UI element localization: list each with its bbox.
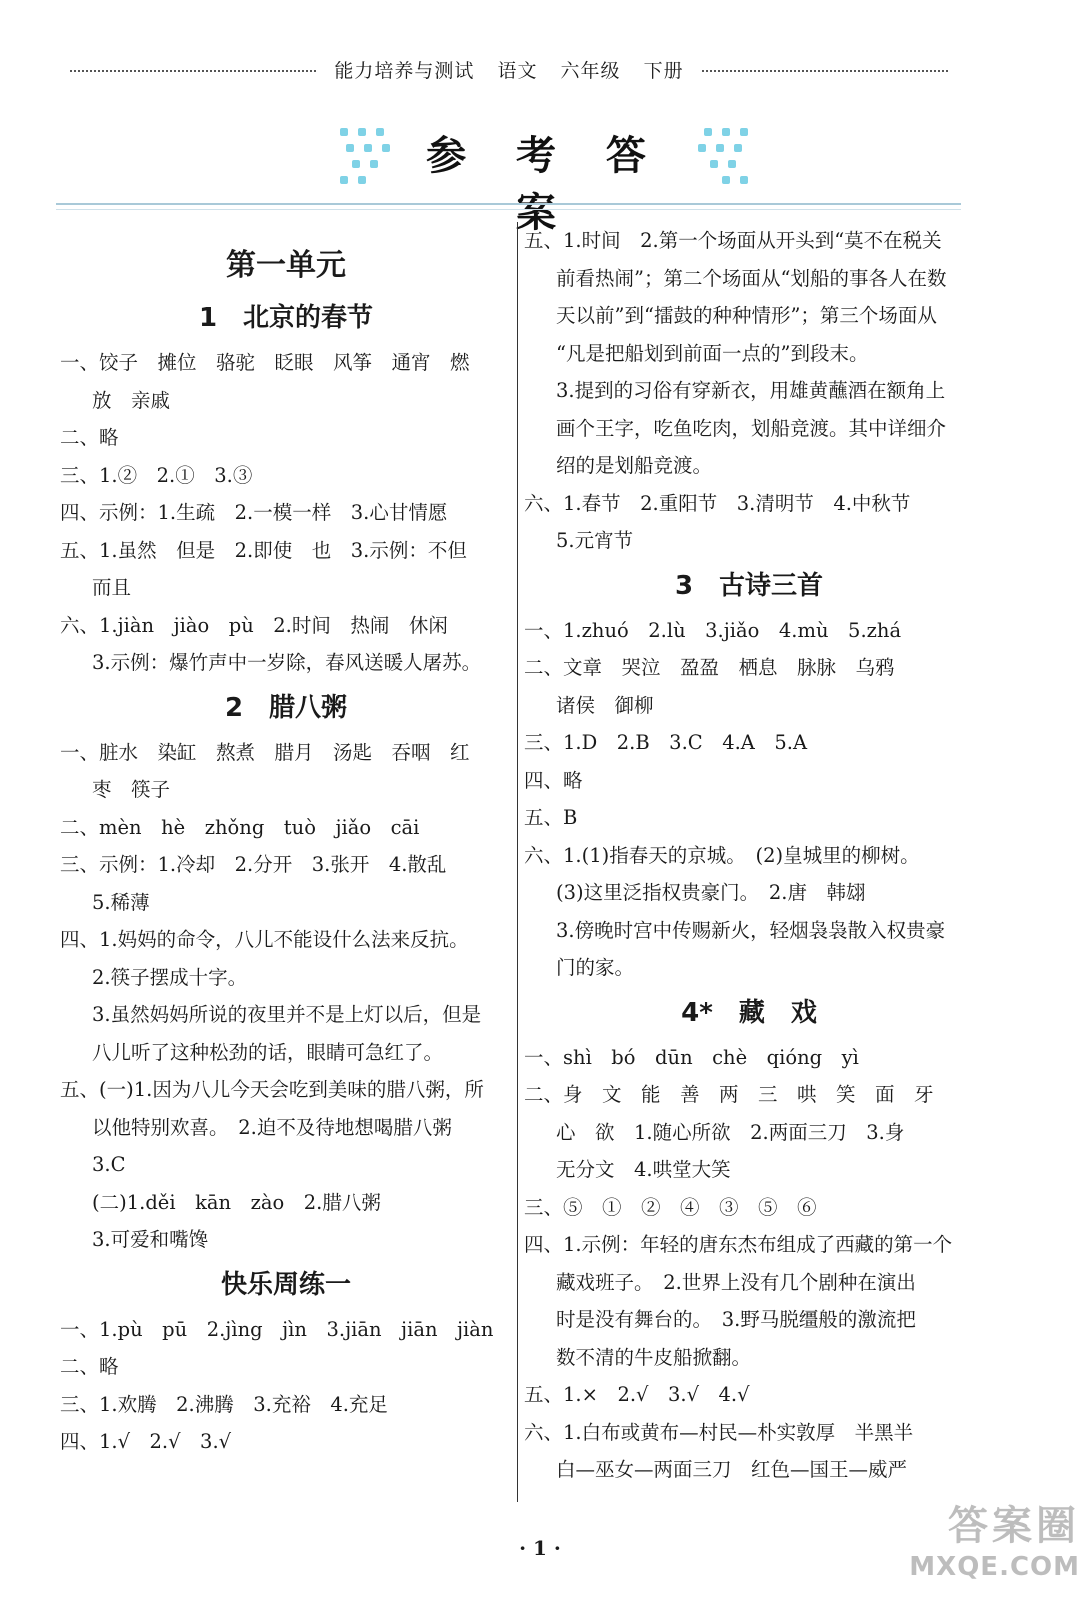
answer-line: 二、文章 哭泣 盈盈 栖息 脉脉 乌鸦 [524, 656, 895, 679]
lesson-title: 快乐周练一 [220, 1269, 351, 1300]
decorative-dot [698, 144, 706, 152]
answer-line: (二)1.děi kān zào 2.腊八粥 [92, 1190, 381, 1214]
watermark-url: MXQE.COM [909, 1552, 1080, 1582]
decorative-dot [382, 144, 390, 152]
answer-line: 四、略 [524, 768, 583, 792]
decorative-dot [722, 176, 730, 184]
answer-line: 心 欲 1.随心所欲 2.两面三刀 3.身 [556, 1120, 905, 1144]
lesson-title: 2 腊八粥 [224, 692, 348, 723]
left-column [60, 222, 512, 1461]
answer-line: 3.C [92, 1153, 126, 1176]
answer-line: 三、1.D 2.B 3.C 4.A 5.A [524, 731, 808, 754]
answer-line: 白—巫女—两面三刀 红色—国王—威严 [556, 1458, 908, 1481]
answer-line: 二、略 [60, 426, 119, 449]
answer-line: “凡是把船划到前面一点的”到段末。 [556, 341, 869, 365]
answer-line: 5.稀薄 [92, 890, 150, 914]
decorative-dot [340, 176, 348, 184]
decorative-dot [346, 144, 354, 152]
answer-line: 三、⑤ ① ② ④ ③ ⑤ ⑥ [524, 1195, 817, 1219]
lesson-title: 1 北京的春节 [198, 303, 374, 333]
answer-line: 四、示例：1.生疏 2.一模一样 3.心甘情愿 [60, 501, 448, 524]
running-header [70, 54, 948, 84]
answer-line: 三、1.② 2.① 3.③ [60, 463, 253, 487]
answer-line: 五、1.× 2.√ 3.√ 4.√ [524, 1383, 750, 1406]
decorative-dot [740, 176, 748, 184]
answer-line: 5.元宵节 [556, 529, 634, 552]
decorative-dot [376, 128, 384, 136]
answer-line: 2.筷子摆成十字。 [92, 965, 248, 989]
answer-line: 画个王字，吃鱼吃肉，划船竞渡。其中详细介 [556, 416, 947, 440]
answer-line: 前看热闹”；第二个场面从“划船的事各人在数 [556, 266, 947, 290]
answer-line: 五、B [524, 806, 578, 829]
decorative-dot [704, 128, 712, 136]
answer-line: 二、略 [60, 1355, 119, 1378]
weekly-practice-answers [60, 1311, 512, 1461]
decorative-dot [352, 160, 360, 168]
header-book: 能力培养与测试 [334, 59, 475, 82]
header-volume: 下册 [643, 59, 684, 82]
decorative-dot [358, 176, 366, 184]
answer-line: 一、脏水 染缸 熬煮 腊月 汤匙 吞咽 红 [60, 740, 470, 764]
right-column [524, 222, 974, 1489]
header-subject: 语文 [497, 59, 538, 82]
answer-line: 放 亲戚 [92, 388, 171, 412]
header-dotted-rule-left [70, 70, 316, 72]
answer-line: 一、饺子 摊位 骆驼 眨眼 风筝 通宵 燃 [60, 351, 470, 374]
decorative-dot [728, 160, 736, 168]
banner-rule [56, 203, 961, 205]
decorative-dot [722, 128, 730, 136]
answer-line: 二、身 文 能 善 两 三 哄 笑 面 牙 [524, 1083, 934, 1106]
answer-line: 无分文 4.哄堂大笑 [556, 1158, 731, 1181]
decorative-dot [364, 144, 372, 152]
answer-line: 时是没有舞台的。 3.野马脱缰般的激流把 [556, 1308, 916, 1331]
answer-line: 六、1.春节 2.重阳节 3.清明节 4.中秋节 [524, 491, 911, 515]
answer-line: 五、(一)1.因为八儿今天会吃到美味的腊八粥，所 [60, 1078, 484, 1101]
answer-line: (3)这里泛指权贵豪门。 2.唐 韩翃 [556, 881, 866, 904]
answer-line: 天以前”到“擂鼓的种种情形”；第三个场面从 [556, 304, 937, 327]
answer-line: 3.傍晚时宫中传赐新火，轻烟袅袅散入权贵豪 [556, 918, 946, 942]
answer-line: 四、1.妈妈的命令，八儿不能设什么法来反抗。 [60, 928, 469, 951]
answer-line: 3.可爱和嘴馋 [92, 1228, 209, 1251]
header-text [316, 56, 701, 83]
banner-rule-thin [56, 209, 961, 210]
unit-title: 第一单元 [226, 248, 346, 283]
lesson-4-answers [524, 1039, 974, 1489]
answer-line: 3.虽然妈妈所说的夜里并不是上灯以后，但是 [92, 1003, 482, 1026]
answer-line: 五、1.虽然 但是 2.即使 也 3.示例：不但 [60, 538, 467, 562]
answer-line: 二、mèn hè zhǒng tuò jiǎo cāi [60, 815, 420, 839]
answer-line: 三、示例：1.冷却 2.分开 3.张开 4.散乱 [60, 853, 447, 876]
header-grade: 六年级 [560, 59, 621, 82]
page-number: · 1 · [519, 1536, 561, 1560]
lesson-1-answers [60, 344, 512, 682]
answer-line: 六、1.jiàn jiào pù 2.时间 热闹 休闲 [60, 613, 448, 637]
lesson-2-answers [60, 734, 512, 1259]
decorative-dot [734, 144, 742, 152]
answer-line: 五、1.时间 2.第一个场面从开头到“莫不在税关 [524, 229, 942, 252]
answer-line: 门的家。 [556, 956, 635, 979]
site-watermark [880, 1500, 1080, 1596]
header-dotted-rule-right [702, 70, 948, 72]
answer-line: 一、1.zhuó 2.lù 3.jiǎo 4.mù 5.zhá [524, 618, 902, 642]
watermark-logo: 答案圈 [948, 1503, 1080, 1549]
answer-line: 枣 筷子 [92, 778, 171, 801]
answer-line: 数不清的牛皮船掀翻。 [556, 1345, 752, 1369]
answer-line: 绍的是划船竞渡。 [556, 454, 713, 477]
answer-line: 藏戏班子。 2.世界上没有几个剧种在演出 [556, 1270, 916, 1294]
lesson-2-continued-answers [524, 222, 974, 560]
decorative-dot [740, 128, 748, 136]
lesson-title: 3 古诗三首 [674, 570, 824, 601]
answer-line: 一、1.pù pū 2.jìng jìn 3.jiān jiān jiàn [60, 1317, 494, 1341]
lesson-3-answers [524, 612, 974, 987]
decorative-dot [716, 144, 724, 152]
lesson-title: 4* 藏 戏 [681, 997, 817, 1028]
answer-line: 3.示例：爆竹声中一岁除，春风送暖人屠苏。 [92, 651, 482, 674]
banner-title: 参 考 答 案 [426, 132, 664, 236]
decorative-dot [710, 160, 718, 168]
decorative-dot [358, 128, 366, 136]
answer-line: 3.提到的习俗有穿新衣，用雄黄蘸酒在额角上 [556, 379, 946, 402]
answer-line: 三、1.欢腾 2.沸腾 3.充裕 4.充足 [60, 1392, 388, 1416]
answer-line: 四、1.示例：年轻的唐东杰布组成了西藏的第一个 [524, 1233, 953, 1256]
answer-line: 六、1.(1)指春天的京城。 (2)皇城里的柳树。 [524, 843, 920, 867]
answer-line: 以他特别欢喜。 2.迫不及待地想喝腊八粥 [92, 1115, 452, 1139]
answer-line: 六、1.白布或黄布—村民—朴实敦厚 半黑半 [524, 1420, 914, 1444]
answer-line: 一、shì bó dūn chè qióng yì [524, 1045, 859, 1069]
answer-line: 而且 [92, 576, 132, 599]
answer-line: 八儿听了这种松劲的话，眼睛可急红了。 [92, 1040, 444, 1064]
decorative-dot [370, 160, 378, 168]
answer-line: 诸侯 御柳 [556, 693, 654, 717]
answer-key-banner [300, 110, 780, 236]
answer-line: 四、1.√ 2.√ 3.√ [60, 1430, 232, 1453]
column-divider [517, 222, 518, 1502]
decorative-dot [340, 128, 348, 136]
